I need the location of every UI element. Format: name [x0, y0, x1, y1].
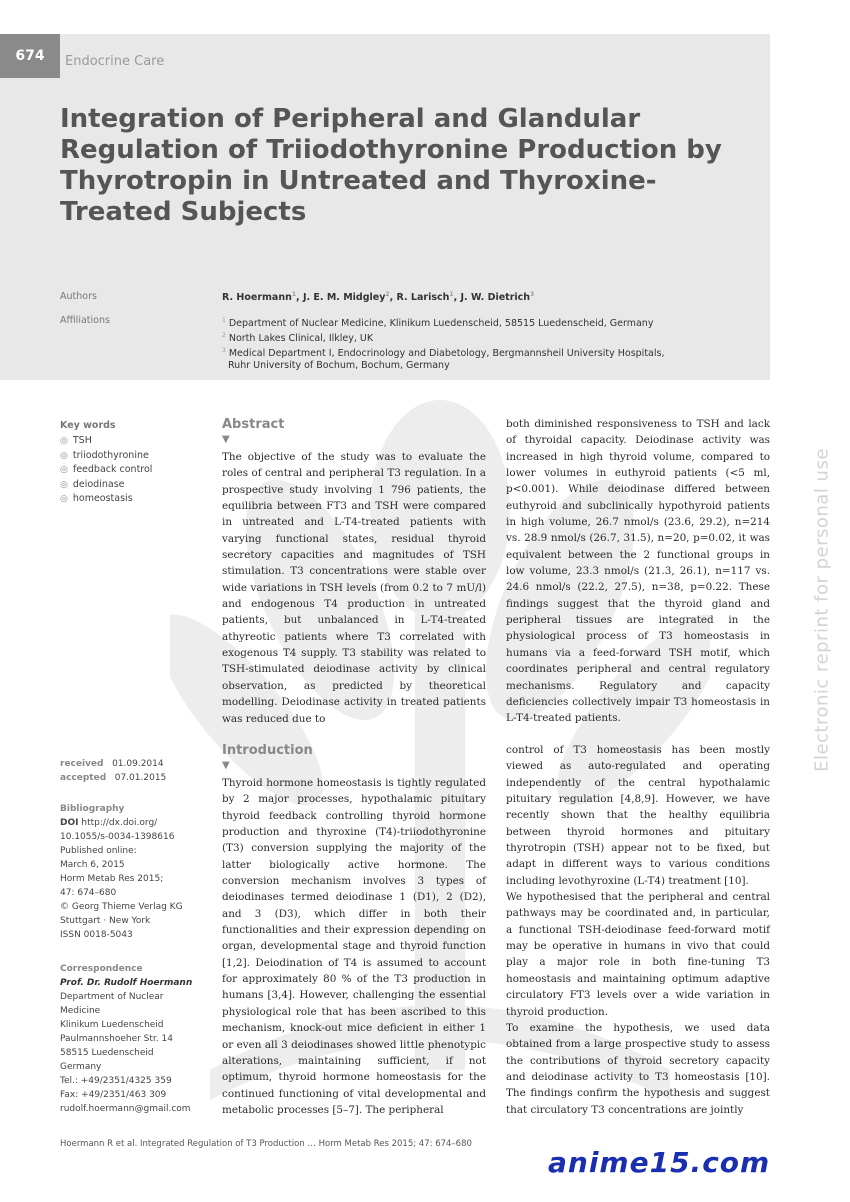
- bib-line: Stuttgart · New York: [60, 916, 151, 926]
- doi-link[interactable]: http://dx.doi.org/: [81, 818, 158, 828]
- correspondence-name: Prof. Dr. Rudolf Hoermann: [60, 978, 193, 988]
- address-line: Department of Nuclear: [60, 992, 164, 1002]
- affiliation: [222, 315, 664, 330]
- abstract-text: The objective of the study was to evaluate the roles of central and peripheral T3 regulation. In a prospective study involving 1 796 patients, the equilibria between FT3 and TSH were compared in untreated and L-T4-treated patients with varying functional states, residual thyroid secretory capacities and magnitudes of TSH stimulation. T3 concentrations were stable over wide variations in TSH levels (from 0.2 to 7 mU/l) and endogenous T4 production in untreated patients, but unbalanced in L-T4-treated athyreotic patients where T3 correlated with exogenous T4 supply. T3 stability was related to TSH-stimulated deiodinase activity by clinical observation, as predicted by theoretical modelling. Deiodinase activity in treated patients was reduced due to: [222, 451, 486, 725]
- accepted-date: accepted 07.01.2015: [60, 773, 167, 783]
- fax-line: Fax: +49/2351/463 309: [60, 1090, 167, 1100]
- introduction-paragraph: We hypothesised that the peripheral and central pathways may be coordinated and, in particular, a functional TSH-deiodinase feed-forward motif may be operative in humans in vivo that could play a major role in both fine-tuning T3 homeostasis and maintaining optimum adaptive circulatory FT3 levels over a wide variation in thyroid production.: [506, 891, 770, 1018]
- abstract-marker-icon: ▼: [222, 434, 230, 445]
- keyword-list: [60, 434, 152, 507]
- affiliations-label: Affiliations: [60, 315, 110, 326]
- affiliation: [222, 330, 664, 345]
- affiliation-number: 1: [222, 317, 226, 324]
- affiliation-list: [222, 315, 664, 372]
- affiliation-text: North Lakes Clinical, Ilkley, UK: [228, 333, 374, 345]
- keyword-item: ◎ homeostasis: [60, 492, 152, 507]
- phone-line: Tel.: +49/2351/4325 359: [60, 1076, 172, 1086]
- introduction-column-2: [506, 742, 770, 1118]
- affiliation-number: 3: [222, 347, 226, 355]
- keyword-item: ◎ feedback control: [60, 463, 152, 478]
- introduction-marker-icon: ▼: [222, 760, 230, 771]
- author-affiliation-number: 1: [291, 291, 297, 298]
- abstract-text: both diminished responsiveness to TSH and lack of thyroidal capacity. Deiodinase activity was increased in high thyroid volume, compared to lower volumes in euthyroid patients (<5 ml, p<0.001). While deiodinase differed between euthyroid and subclinically hypothyroid patients in high volume, 26.7 nmol/s (23.6, 29.2), n=214 vs. 28.9 nmol/s (26.7, 31.5), n=20, p=0.02, it was equivalent between the 2 functional groups in low volume, 23.3 nmol/s (21.3, 26.1), n=117 vs. 24.6 nmol/s (22.2, 27.5), n=38, p=0.22. These findings suggest that the thyroid gland and peripheral tissues are integrated in the physiological process of T3 homeostasis in humans via a feed-forward TSH motif, which coordinates peripheral and central regulatory mechanisms. Regulatory and capacity deficiencies collectively impair T3 homeostasis in L-T4-treated patients.: [506, 418, 770, 725]
- bib-line: Horm Metab Res 2015;: [60, 874, 164, 884]
- bibliography-block: [60, 802, 183, 942]
- author: J. W. Dietrich: [460, 292, 531, 304]
- affiliation: [222, 360, 664, 372]
- address-line: Klinikum Luedenscheid: [60, 1020, 164, 1030]
- received-date: received 01.09.2014: [60, 759, 164, 769]
- side-watermark: Electronic reprint for personal use: [811, 448, 833, 772]
- bib-line: ISSN 0018-5043: [60, 930, 133, 940]
- doi-line: DOI http://dx.doi.org/: [60, 818, 158, 828]
- dates-block: [60, 757, 166, 785]
- site-logo: anime15.com: [548, 1146, 771, 1179]
- keyword-item: ◎ TSH: [60, 434, 152, 449]
- correspondence-block: [60, 962, 192, 1116]
- introduction-text: Thyroid hormone homeostasis is tightly regulated by 2 major processes, hypothalamic pituitary thyroid feedback controlling thyroid hormone production and thyroxine (T4)-triiodothyronine (T3) conversion supplying the majority of the latter biologically active hormone. The conversion mechanism involves 3 types of deiodinases termed deiodinase 1 (D1), 2 (D2), and 3 (D3), which differ in both their functionalities and their expression depending on organ, developmental stage and thyroid function [1,2]. Deiodination of T4 is assumed to account for approximately 80 % of the T3 production in humans [3,4]. However, challenging the essential physiological role that has been ascribed to this mechanism, knock-out mice deficient in either 1 or even all 3 deiodinases showed little phenotypic alterations, maintaining sufficient, if not optimum, thyroid hormone homeostasis for the continued functioning of vital developmental and metabolic processes [5–7]. The peripheral: [222, 777, 486, 1116]
- author: R. Larisch: [396, 292, 450, 304]
- bib-line: 47: 674–680: [60, 888, 117, 898]
- author: J. E. M. Midgley: [302, 292, 386, 304]
- abstract-column-1: [222, 449, 486, 727]
- introduction-column-1: [222, 775, 486, 1118]
- address-line: Paulmannshoeher Str. 14: [60, 1034, 173, 1044]
- address-line: Germany: [60, 1062, 102, 1072]
- affiliation-text: Department of Nuclear Medicine, Klinikum Luedenscheid, 58515 Luedenscheid, Germany: [228, 318, 654, 330]
- bib-line: Published online:: [60, 846, 137, 856]
- article-title: Integration of Peripheral and Glandular Regulation of Triiodothyronine Production by Thyrotropin in Untreated and Thyroxine-Treated Subjects: [60, 104, 722, 227]
- affiliation-number: 2: [222, 332, 226, 340]
- bib-line: March 6, 2015: [60, 860, 125, 870]
- author-affiliation-number: 1: [449, 291, 454, 298]
- page-footer: Hoermann R et al. Integrated Regulation of T3 Production … Horm Metab Res 2015; 47: 674–680: [60, 1139, 472, 1149]
- introduction-paragraph: To examine the hypothesis, we used data obtained from a large prospective study to assess the contributions of thyroid secretory capacity and deiodinase activity to T3 homeostasis [10]. The findings confirm the hypothesis and suggest that circulatory T3 concentrations are jointly: [506, 1021, 770, 1116]
- affiliation: [222, 345, 664, 360]
- correspondence-label: Correspondence: [60, 964, 143, 974]
- introduction-heading: Introduction: [222, 743, 313, 758]
- authors-label: Authors: [60, 291, 97, 302]
- author-affiliation-number: 2: [385, 291, 390, 298]
- introduction-paragraph: control of T3 homeostasis has been mostly viewed as auto-regulated and operating independently of the central hypothalamic pituitary regulation [4,8,9]. However, we have recently shown that the healthy equilibria between thyroid hormones and pituitary thyrotropin (TSH) appear not to be fixed, but adapt in different ways to various conditions including levothyroxine (L-T4) treatment [10].: [506, 744, 770, 887]
- doi-number: 10.1055/s-0034-1398616: [60, 832, 175, 842]
- affiliation-text: Medical Department I, Endocrinology and Diabetology, Bergmannsheil University Hospitals,: [228, 348, 665, 360]
- bib-line: © Georg Thieme Verlag KG: [60, 902, 183, 912]
- keywords-label: Key words: [60, 420, 116, 431]
- address-line: 58515 Luedenscheid: [60, 1048, 154, 1058]
- author-list: R. Hoermann$^1$, J. E. M. Midgley$^2$, R. Larisch$^1$, J. W. Dietrich$^3$: [222, 291, 535, 304]
- keyword-item: ◎ triiodothyronine: [60, 449, 152, 464]
- keyword-item: ◎ deiodinase: [60, 478, 152, 493]
- page-number: 674: [0, 34, 60, 78]
- section-label: Endocrine Care: [65, 54, 165, 69]
- author: R. Hoermann: [222, 292, 292, 304]
- abstract-column-2: [506, 416, 770, 727]
- email-link[interactable]: rudolf.hoermann@gmail.com: [60, 1104, 191, 1114]
- address-line: Medicine: [60, 1006, 101, 1016]
- affiliation-text: Ruhr University of Bochum, Bochum, Germany: [228, 360, 450, 372]
- abstract-heading: Abstract: [222, 417, 285, 432]
- bibliography-label: Bibliography: [60, 804, 125, 814]
- author-affiliation-number: 3: [530, 291, 535, 298]
